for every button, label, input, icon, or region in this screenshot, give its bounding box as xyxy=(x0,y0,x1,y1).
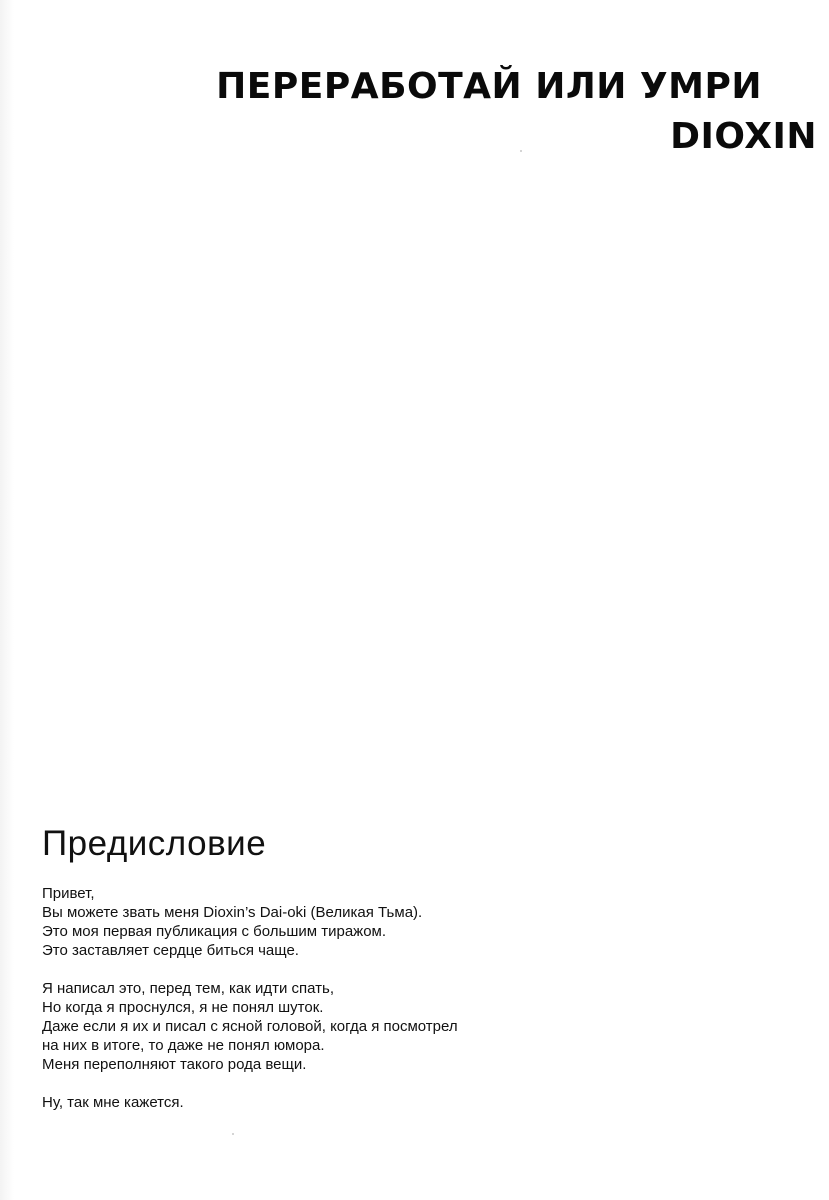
text-line: Даже если я их и писал с ясной головой, когда я посмотрел xyxy=(42,1018,458,1035)
text-line: Привет, xyxy=(42,885,95,902)
preface-section xyxy=(42,822,582,1131)
preface-heading: Предисловие xyxy=(42,824,267,863)
author-name: DIOXIN xyxy=(670,116,817,157)
paper-speck xyxy=(232,1133,234,1135)
text-line: на них в итоге, то даже не понял юмора. xyxy=(42,1037,325,1054)
paper-speck xyxy=(520,150,522,152)
text-line: Но когда я проснулся, я не понял шуток. xyxy=(42,999,324,1016)
book-title: ПЕРЕРАБОТАЙ ИЛИ УМРИ xyxy=(216,66,762,107)
page-edge-shadow xyxy=(0,0,14,1200)
text-line: Ну, так мне кажется. xyxy=(42,1094,184,1111)
preface-paragraph-3 xyxy=(42,1093,582,1112)
text-line: Я написал это, перед тем, как идти спать, xyxy=(42,980,335,997)
text-line: Это заставляет сердце биться чаще. xyxy=(42,942,299,959)
text-line: Меня переполняют такого рода вещи. xyxy=(42,1056,307,1073)
text-line: Это моя первая публикация с большим тиражом. xyxy=(42,923,387,940)
text-line: Вы можете звать меня Dioxin’s Dai-oki (Великая Тьма). xyxy=(42,904,423,921)
title-block xyxy=(216,62,817,162)
preface-paragraph-2 xyxy=(42,979,582,1074)
preface-paragraph-1 xyxy=(42,884,582,960)
